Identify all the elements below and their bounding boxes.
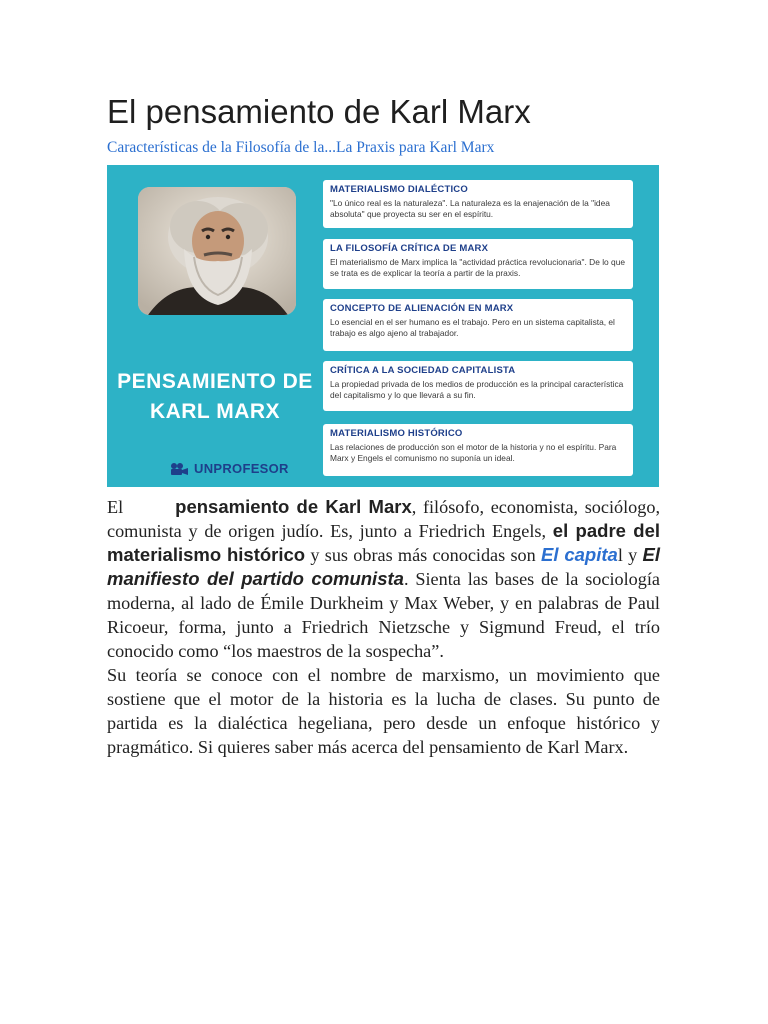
card-title: LA FILOSOFÍA CRÍTICA DE MARX [330,243,489,254]
card-title: CONCEPTO DE ALIENACIÓN EN MARX [330,303,514,314]
infographic-title [107,367,323,427]
card-text: Las relaciones de producción son el motor de la historia y no el espíritu. Para Marx y Engels el comunismo no suponía un ideal. [330,442,617,463]
page-title: El pensamiento de Karl Marx [107,93,531,130]
bold-term-materialismo: el padre del materialismo histórico [107,520,660,565]
card-text: La propiedad privada de los medios de producción es la principal característica del capitalismo y lo que llevará a su fin. [330,379,624,400]
info-card-materialismo-historico [323,424,633,476]
infographic-title-line2: KARL MARX [149,400,281,423]
logo-text: UNPROFESOR [194,461,289,476]
bold-term-manifiesto: El manifiesto del partido comunista [107,544,660,589]
link-el-capital[interactable]: El capita [541,544,618,565]
card-title: MATERIALISMO HISTÓRICO [330,428,463,439]
text-run: l y [617,545,643,565]
card-text: Lo esencial en el ser humano es el trabajo. Pero en un sistema capitalista, el trabajo es algo ajeno al trabajador. [330,317,615,338]
info-card-filosofia-critica [323,239,633,289]
portrait-illustration [138,187,296,315]
text-run: y sus obras más conocidas son [305,545,542,565]
text-run: . Sienta las bases de la sociología moderna, al lado de Émile Durkheim y Max Weber, y en palabras de Paul Ricoeur, forma, junto a Friedrich Nietzsche y Sigmund Freud, el trío conocido como “los maestros de la sospecha”. [107,569,660,661]
info-card-alienacion [323,299,633,351]
info-card-materialismo-dialectico [323,180,633,228]
bold-term-pensamiento: pensamiento de Karl Marx [175,496,412,517]
paragraph-1 [107,495,660,663]
card-text: "Lo único real es la naturaleza". La naturaleza es la enajenación de la "idea absoluta" que proyecta su ser en el espíritu. [330,198,610,219]
card-title: CRÍTICA A LA SOCIEDAD CAPITALISTA [330,365,516,376]
karl-marx-portrait [138,187,296,315]
infographic-title-line1: PENSAMIENTO DE [117,370,313,393]
source-link[interactable]: Características de la Filosofía de la...La Praxis para Karl Marx [107,139,495,156]
info-card-sociedad-capitalista [323,361,633,411]
article-body [107,495,660,759]
infographic-image [107,165,659,487]
text-run: El [107,497,124,517]
text-run: , filósofo, economista, sociólogo, comunista y de origen judío. Es, junto a Friedrich Engels, [107,497,660,541]
card-title: MATERIALISMO DIALÉCTICO [330,184,468,195]
paragraph-2: Su teoría se conoce con el nombre de marxismo, un movimiento que sostiene que el motor de la historia es la lucha de clases. Su punto de partida es la dialéctica hegeliana, pero desde un enfoque histórico y pragmático. Si quieres saber más acerca del pensamiento de Karl Marx. [107,665,660,757]
camera-icon [169,462,189,476]
card-text: El materialismo de Marx implica la "actividad práctica revolucionaria". De lo que se trata es de explicar la teoría a partir de la praxis. [330,257,626,278]
brand-logo [169,461,289,476]
